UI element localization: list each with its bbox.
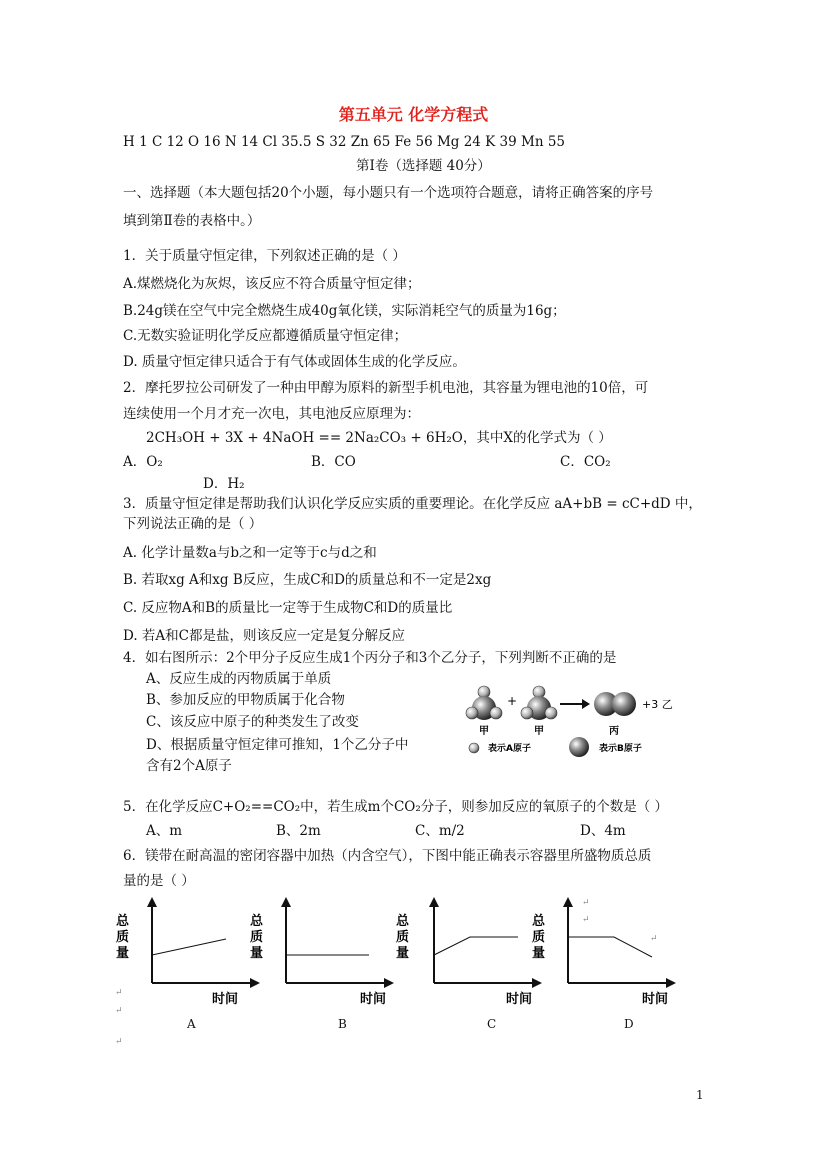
graph-b-ylabel-1: 总	[250, 914, 264, 929]
graph-d-caption: D	[624, 1017, 634, 1031]
q4-option-c: C、该反应中原子的种类发生了改变	[146, 714, 359, 730]
graph-a	[112, 895, 262, 1005]
plus-sign: +	[507, 694, 518, 708]
q5-option-c: C、m/2	[415, 823, 465, 839]
q1-option-a: A.煤燃烧化为灰烬，该反应不符合质量守恒定律；	[123, 276, 421, 292]
graph-c-ylabel-2: 质	[396, 930, 410, 945]
q2-equation: 2CH₃OH + 3X + 4NaOH == 2Na₂CO₃ + 6H₂O，其中X的化学式为（ ）	[146, 430, 612, 446]
graph-c	[394, 895, 544, 1005]
q5-option-a: A、m	[146, 823, 183, 839]
graph-b-ylabel-3: 量	[250, 946, 264, 961]
page-number: 1	[696, 1088, 704, 1102]
paragraph-mark: ↵	[115, 1037, 123, 1047]
q3-option-d: D. 若A和C都是盐，则该反应一定是复分解反应	[123, 628, 406, 644]
graph-c-line	[434, 937, 518, 955]
q2-stem-line-1: 2．摩托罗拉公司研发了一种由甲醇为原料的新型手机电池，其容量为锂电池的10倍，可	[123, 380, 649, 396]
q4-option-d-cont: 含有2个A原子	[146, 758, 232, 774]
q2-option-d: D．H₂	[203, 476, 245, 492]
page-title: 第五单元 化学方程式	[338, 105, 489, 124]
graph-a-line	[152, 939, 226, 955]
label-bing: 丙	[609, 726, 619, 737]
legend-atom-b-icon	[569, 737, 589, 757]
q5-stem: 5．在化学反应C+O₂==CO₂中，若生成m个CO₂分子，则参加反应的氧原子的个数是（ ）	[123, 799, 669, 815]
legend-atom-b-label: 表示B原子	[599, 744, 642, 754]
q1-option-b: B.24g镁在空气中完全燃烧生成40g氧化镁，实际消耗空气的质量为16g；	[123, 303, 566, 319]
graph-d-ylabel-3: 量	[532, 946, 546, 961]
graph-a-ylabel-2: 质	[116, 930, 130, 945]
q3-option-c: C. 反应物A和B的质量比一定等于生成物C和D的质量比	[123, 600, 453, 616]
atomic-masses: H 1 C 12 O 16 N 14 Cl 35.5 S 32 Zn 65 Fe 56 Mg 24 K 39 Mn 55	[123, 134, 566, 150]
graph-b	[246, 895, 396, 1005]
graph-d-ylabel-2: 质	[532, 930, 546, 945]
molecule-jia-1	[466, 686, 502, 720]
plus-three-yi: +3 乙	[642, 698, 673, 711]
q2-option-a: A．O₂	[123, 454, 163, 470]
q5-option-b: B、2m	[276, 823, 321, 839]
q3-option-b: B. 若取xg A和xg B反应，生成C和D的质量总和不一定是2xg	[123, 572, 492, 588]
graph-d-line	[568, 937, 652, 957]
paragraph-mark: ↵	[115, 988, 123, 998]
q4-option-a: A、反应生成的丙物质属于单质	[146, 671, 332, 687]
paragraph-mark: ↵	[650, 934, 658, 944]
q4-stem: 4．如右图所示：2个甲分子反应生成1个丙分子和3个乙分子，下列判断不正确的是	[123, 650, 617, 666]
q3-option-a: A. 化学计量数a与b之和一定等于c与d之和	[123, 545, 377, 561]
q5-option-d: D、4m	[580, 823, 626, 839]
q6-stem-line-2: 量的是（ ）	[123, 873, 195, 889]
q2-option-c: C．CO₂	[560, 454, 611, 470]
graph-b-ylabel-2: 质	[250, 930, 264, 945]
graph-c-ylabel-3: 量	[396, 946, 410, 961]
paragraph-mark: ↵	[582, 915, 590, 925]
instructions-line-2: 填到第Ⅱ卷的表格中。）	[123, 213, 261, 229]
q6-stem-line-1: 6．镁带在耐高温的密闭容器中加热（内含空气），下图中能正确表示容器里所盛物质总质	[123, 848, 652, 864]
instructions-line-1: 一、选择题（本大题包括20个小题，每小题只有一个选项符合题意，请将正确答案的序号	[123, 185, 654, 201]
molecule-bing	[594, 692, 636, 716]
q1-stem: 1．关于质量守恒定律，下列叙述正确的是（ ）	[123, 248, 406, 264]
paragraph-mark: ↵	[115, 1006, 123, 1016]
graph-b-xlabel: 时间	[360, 992, 387, 1005]
graph-d-xlabel: 时间	[642, 992, 669, 1005]
paragraph-mark: ↵	[582, 898, 590, 908]
q1-option-c: C.无数实验证明化学反应都遵循质量守恒定律；	[123, 328, 408, 344]
label-jia-1: 甲	[479, 726, 489, 737]
q3-stem-line-2: 下列说法正确的是（ ）	[123, 516, 263, 532]
graph-d	[528, 895, 678, 1005]
graph-c-ylabel-1: 总	[396, 914, 410, 929]
graph-a-caption: A	[187, 1017, 196, 1031]
q1-option-d: D. 质量守恒定律只适合于有气体或固体生成的化学反应。	[123, 354, 466, 370]
graph-c-xlabel: 时间	[506, 992, 533, 1005]
label-jia-2: 甲	[534, 726, 544, 737]
q2-stem-line-2: 连续使用一个月才充一次电，其电池反应原理为：	[123, 406, 420, 422]
q3-stem-line-1: 3．质量守恒定律是帮助我们认识化学反应实质的重要理论。在化学反应 aA+bB = cC+dD 中，	[123, 496, 702, 512]
graph-a-ylabel-1: 总	[116, 914, 130, 929]
graph-d-ylabel-1: 总	[532, 914, 546, 929]
legend-atom-a-label: 表示A原子	[488, 744, 531, 754]
molecule-jia-2	[521, 686, 557, 720]
legend-atom-a-icon	[469, 743, 479, 753]
q4-option-d: D、根据质量守恒定律可推知，1个乙分子中	[146, 737, 409, 753]
graph-a-xlabel: 时间	[212, 992, 239, 1005]
molecule-reaction-figure	[462, 680, 692, 770]
graph-a-ylabel-3: 量	[116, 946, 130, 961]
q4-option-b: B、参加反应的甲物质属于化合物	[146, 692, 345, 708]
graph-b-caption: B	[338, 1017, 347, 1031]
reaction-arrow	[560, 699, 590, 709]
volume-header: 第Ⅰ卷（选择题 40分）	[356, 158, 491, 174]
q2-option-b: B．CO	[311, 454, 356, 470]
graph-c-caption: C	[487, 1017, 497, 1031]
